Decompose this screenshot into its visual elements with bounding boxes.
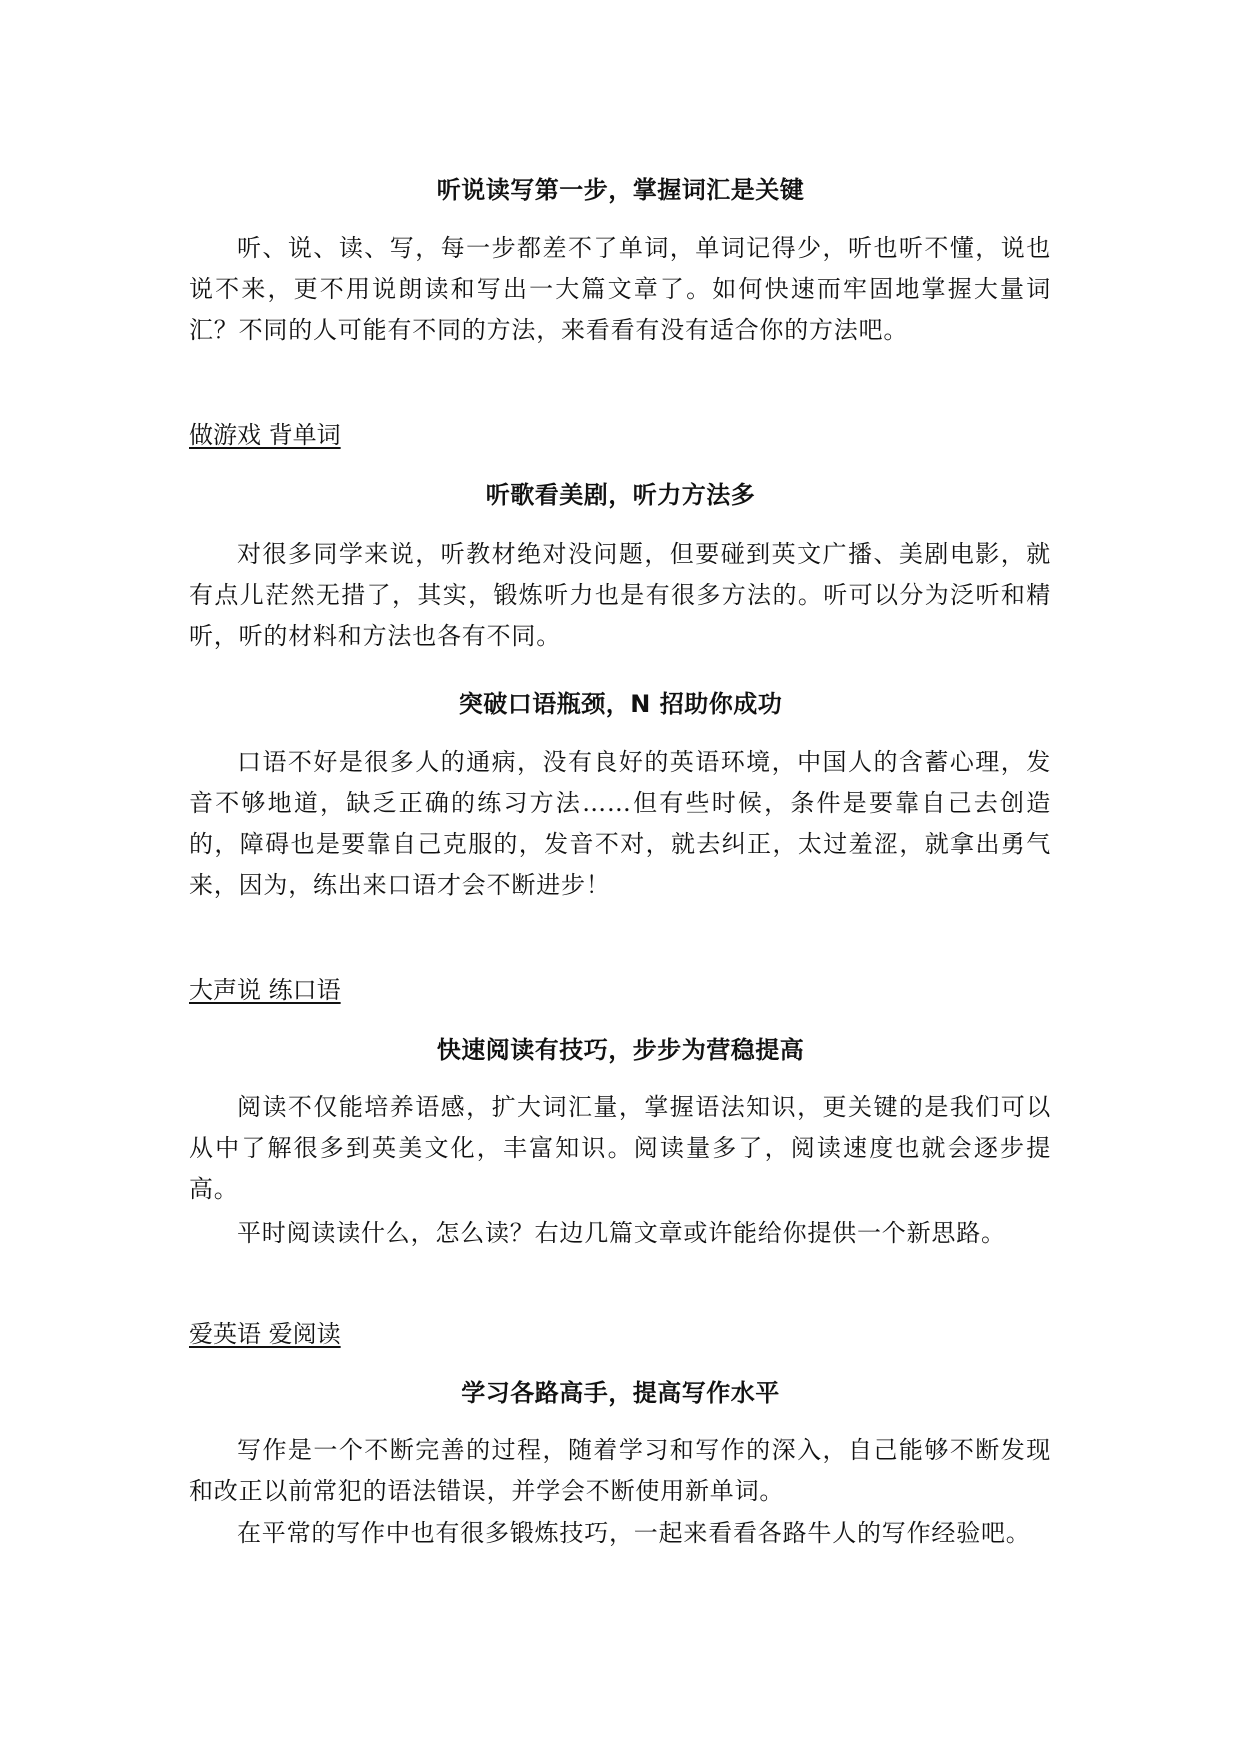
paragraph-writing-2: 在平常的写作中也有很多锻炼技巧，一起来看看各路牛人的写作经验吧。 (237, 1519, 1031, 1547)
paragraph-reading-1: 阅读不仅能培养语感，扩大词汇量，掌握语法知识，更关键的是我们可以从中了解很多到英美文化，丰富知识。阅读量多了，阅读速度也就会逐步提高。 (189, 1093, 1051, 1203)
link-vocabulary-games[interactable]: 做游戏 背单词 (189, 421, 341, 449)
paragraph-vocabulary: 听、说、读、写，每一步都差不了单词，单词记得少，听也听不懂，说也说不来，更不用说朗读和写出一大篇文章了。如何快速而牢固地掌握大量词汇？不同的人可能有不同的方法，来看看有没有适合你的方法吧。 (189, 234, 1051, 344)
paragraph-writing-1: 写作是一个不断完善的过程，随着学习和写作的深入，自己能够不断发现和改正以前常犯的语法错误，并学会不断使用新单词。 (189, 1436, 1051, 1505)
paragraph-reading-2: 平时阅读读什么，怎么读？右边几篇文章或许能给你提供一个新思路。 (237, 1219, 1006, 1247)
section-heading-listening: 听歌看美剧，听力方法多 (485, 481, 756, 509)
paragraph-speaking: 口语不好是很多人的通病，没有良好的英语环境，中国人的含蓄心理，发音不够地道，缺乏正确的练习方法……但有些时候，条件是要靠自己去创造的，障碍也是要靠自己克服的，发音不对，就去纠正，太过羞涩，就拿出勇气来，因为，练出来口语才会不断进步！ (189, 748, 1051, 899)
section-heading-vocabulary: 听说读写第一步，掌握词汇是关键 (436, 176, 805, 204)
section-heading-reading: 快速阅读有技巧，步步为营稳提高 (436, 1036, 805, 1064)
link-reading-love[interactable]: 爱英语 爱阅读 (189, 1320, 341, 1348)
link-speaking-practice[interactable]: 大声说 练口语 (189, 976, 341, 1004)
section-heading-writing: 学习各路高手，提高写作水平 (461, 1379, 780, 1407)
section-heading-speaking: 突破口语瓶颈，N 招助你成功 (458, 690, 783, 718)
paragraph-listening: 对很多同学来说，听教材绝对没问题，但要碰到英文广播、美剧电影，就有点儿茫然无措了，其实，锻炼听力也是有很多方法的。听可以分为泛听和精听，听的材料和方法也各有不同。 (189, 540, 1051, 650)
